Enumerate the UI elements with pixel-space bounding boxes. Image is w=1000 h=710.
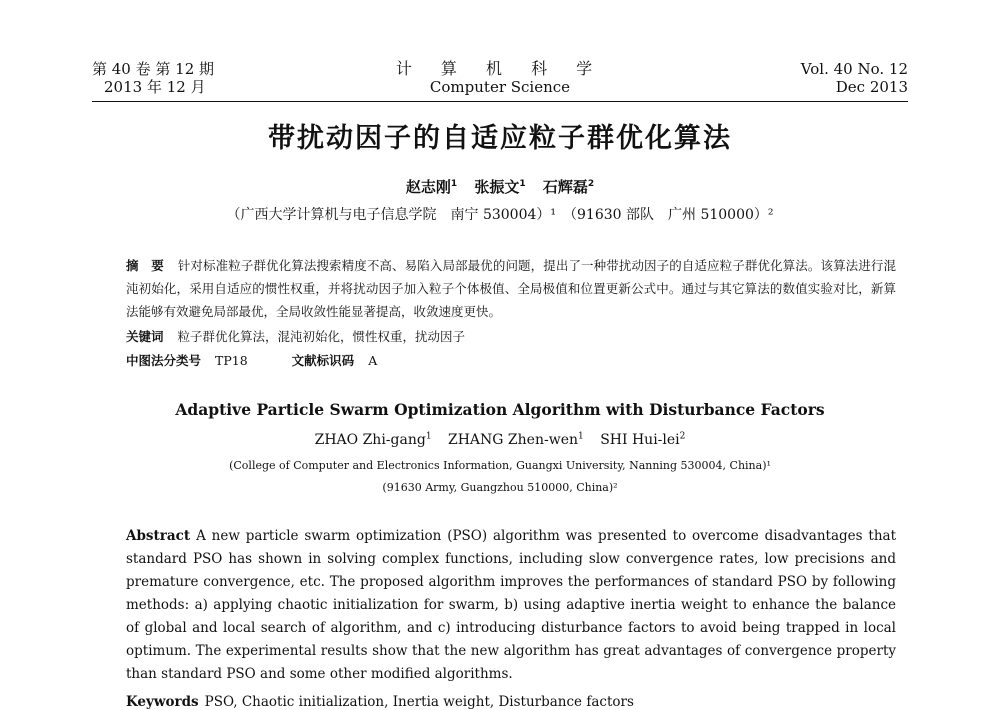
keywords-cn <box>126 327 896 345</box>
classification-label: 中图法分类号 <box>126 353 202 368</box>
journal-header <box>92 60 908 104</box>
journal-name-en: Computer Science <box>429 78 571 96</box>
keywords-en <box>126 694 634 710</box>
header-right <box>801 60 908 96</box>
authors-cn <box>0 176 1000 197</box>
date-cn: 2013 年 12 月 <box>104 78 206 96</box>
abstract-cn-label: 摘 要 <box>126 258 164 273</box>
doc-code-value: A <box>368 353 378 368</box>
affiliation-en-1: (College of Computer and Electronics Information, Guangxi University, Nanning 530004, China)¹ <box>229 459 771 472</box>
header-center <box>92 60 908 96</box>
abstract-cn <box>126 254 896 323</box>
paper-title-cn: 带扰动因子的自适应粒子群优化算法 <box>268 123 732 154</box>
author-cn: 赵志刚$^1$ <box>405 178 458 196</box>
author-cn: 石辉磊$^2$ <box>542 178 595 196</box>
author-en: ZHANG Zhen-wen$^1$ <box>448 431 584 448</box>
keywords-cn-text: 粒子群优化算法，混沌初始化，惯性权重，扰动因子 <box>177 329 466 344</box>
abstract-en-label: Abstract <box>126 528 191 544</box>
abstract-en <box>126 525 896 686</box>
volume-cn: 第 40 卷 第 12 期 <box>92 60 215 78</box>
keywords-en-text: PSO, Chaotic initialization, Inertia weight, Disturbance factors <box>204 694 634 710</box>
authors-en <box>0 431 1000 448</box>
keywords-cn-label: 关键词 <box>126 329 164 344</box>
abstract-cn-text: 针对标准粒子群优化算法搜索精度不高、易陷入局部最优的问题，提出了一种带扰动因子的自适应粒子群优化算法。该算法进行混沌初始化，采用自适应的惯性权重，并将扰动因子加入粒子个体极值、全局极值和位置更新公式中。通过与其它算法的数值实验对比，新算法能够有效避免局部最优，全局收敛性能显著提高，收敛速度更快。 <box>126 258 896 319</box>
affiliation-cn: （广西大学计算机与电子信息学院 南宁 530004）¹ （91630 部队 广州 510000）² <box>226 207 774 223</box>
paper-title-en: Adaptive Particle Swarm Optimization Algorithm with Disturbance Factors <box>175 400 825 419</box>
classification-row <box>126 351 896 369</box>
doc-code-label: 文献标识码 <box>291 353 355 368</box>
date-en: Dec 2013 <box>835 78 908 96</box>
volume-en: Vol. 40 No. 12 <box>800 60 908 78</box>
author-en: SHI Hui-lei$^2$ <box>600 431 686 448</box>
keywords-en-label: Keywords <box>126 694 199 710</box>
author-cn: 张振文$^1$ <box>474 178 526 196</box>
journal-name-cn: 计 算 机 科 学 <box>395 59 605 78</box>
affiliation-en-2: (91630 Army, Guangzhou 510000, China)² <box>382 481 618 494</box>
author-en: ZHAO Zhi-gang$^1$ <box>314 431 432 448</box>
classification-value: TP18 <box>215 353 248 368</box>
header-rule <box>92 101 908 102</box>
abstract-en-text: A new particle swarm optimization (PSO) algorithm was presented to overcome disadvantages that standard PSO has shown in solving complex functions, including slow convergence rates, low precisions and premature convergence, etc. The proposed algorithm improves the performances of standard PSO by following methods: a) applying chaotic initialization for swarm, b) using adaptive inertia weight to enhance the balance of global and local search of algorithm, and c) introducing disturbance factors to avoid being trapped in local optimum. The experimental results show that the new algorithm has great advantages of convergence property than standard PSO and some other modified algorithms. <box>126 528 896 682</box>
